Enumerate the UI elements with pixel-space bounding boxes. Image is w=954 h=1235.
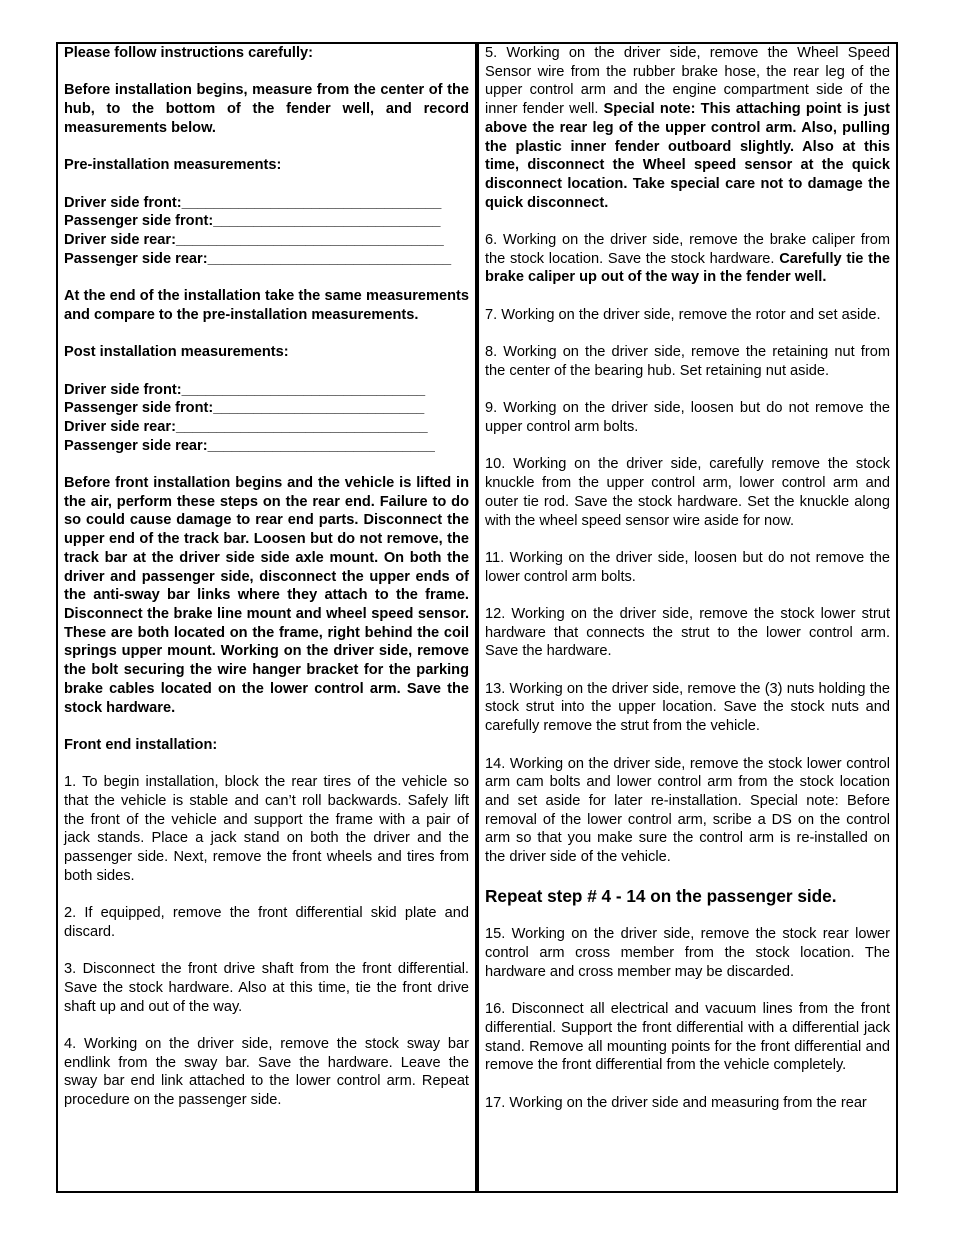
step-5 [485, 44, 890, 212]
left-column [64, 44, 469, 1129]
step-6-text: 6. Working on the driver side, remove the brake caliper from the stock location. Save the stock hardware. [485, 232, 890, 267]
rear-end-note: Before front installation begins and the vehicle is lifted in the air, perform these steps on the rear end. Failure to do so could cause damage to rear end parts. Disconnect the upper end of the track bar. Loosen but do not remove, the track bar at the driver side side axle mount. On both the driver and passenger side, disconnect the upper ends of the anti-sway bar links where they attach to the frame. Disconnect the brake line mount and wheel speed sensor. These are both located on the frame, right behind the coil springs upper mount. Working on the driver side, remove the bolt securing the wire hanger bracket for the parking brake cables located on the lower control arm. Save the stock hardware. [64, 475, 469, 716]
pre-driver-rear: Driver side rear:_________________________________ [64, 231, 444, 248]
step-5-text: 5. Working on the driver side, remove the Wheel Speed Sensor wire from the rubber brake hose, the rear leg of the upper control arm and the engine compartment side of the inner fender well. [485, 45, 890, 118]
before-install-note: Before installation begins, measure from the center of the hub, to the bottom of the fender well, and record measurements below. [64, 82, 469, 136]
step-7: 7. Working on the driver side, remove the rotor and set aside. [485, 306, 881, 323]
step-3: 3. Disconnect the front drive shaft from the front differential. Save the stock hardware. Also at this time, tie the front drive shaft up and out of the way. [64, 961, 469, 1015]
step-5-special-note: Special note: This attaching point is just above the rear leg of the upper control arm. Also, pulling the plastic inner fender outboard slightly. Also at this time, disconnect the Wheel speed sensor at the quick disconnect location. Take special care not to damage the quick disconnect. [485, 101, 890, 211]
pre-driver-front: Driver side front:________________________________ [64, 194, 442, 211]
pre-heading: Pre-installation measurements: [64, 157, 282, 174]
post-driver-rear: Driver side rear:_______________________________ [64, 418, 428, 435]
end-note: At the end of the installation take the same measurements and compare to the pre-installation measurements. [64, 288, 469, 323]
post-heading: Post installation measurements: [64, 344, 289, 361]
step-17: 17. Working on the driver side and measuring from the rear [485, 1094, 867, 1111]
front-heading: Front end installation: [64, 736, 218, 753]
step-8: 8. Working on the driver side, remove the retaining nut from the center of the bearing hub. Set retaining nut aside. [485, 344, 890, 379]
repeat-heading: Repeat step # 4 - 14 on the passenger side. [485, 886, 837, 907]
step-14: 14. Working on the driver side, remove the stock lower control arm cam bolts and lower control arm from the stock location and set aside for later re-installation. Special note: Before removal of the lower control arm, scribe a DS on the control arm so that you make sure the control arm is re-installed on the driver side of the vehicle. [485, 755, 890, 866]
step-11: 11. Working on the driver side, loosen but do not remove the lower control arm bolts. [485, 549, 890, 585]
step-16: 16. Disconnect all electrical and vacuum lines from the front differential. Support the front differential with a differential jack stand. Remove all mounting points for the front differential and remove the front differential from the vehicle completely. [485, 1001, 890, 1074]
post-passenger-front: Passenger side front:__________________________ [64, 400, 425, 417]
step-13: 13. Working on the driver side, remove the (3) nuts holding the stock strut into the upper location. Save the stock nuts and carefully remove the strut from the vehicle. [485, 680, 890, 735]
step-6-note: Carefully tie the brake caliper up out of the way in the fender well. [485, 250, 890, 286]
intro-heading: Please follow instructions carefully: [64, 45, 313, 61]
step-1: 1. To begin installation, block the rear tires of the vehicle so that the vehicle is stable and can’t roll backwards. Safely lift the front of the vehicle and support the frame with a pair of jack stands. Place a jack stand on both the driver and the passenger side. Next, remove the front wheels and tires from both sides. [64, 774, 469, 884]
pre-passenger-rear: Passenger side rear:______________________________ [64, 250, 452, 267]
step-10: 10. Working on the driver side, carefully remove the stock knuckle from the upper control arm, lower control arm and outer tie rod. Save the stock hardware. Set the knuckle along with the wheel speed sensor wire aside for now. [485, 456, 890, 529]
step-15: 15. Working on the driver side, remove the stock rear lower control arm cross member from the stock location. The hardware and cross member may be discarded. [485, 926, 890, 980]
post-passenger-rear: Passenger side rear:____________________________ [64, 437, 435, 454]
step-2: 2. If equipped, remove the front differential skid plate and discard. [64, 905, 469, 940]
pre-passenger-front: Passenger side front:____________________________ [64, 213, 441, 230]
step-9: 9. Working on the driver side, loosen but do not remove the upper control arm bolts. [485, 400, 890, 435]
column-divider [475, 42, 479, 1193]
step-12: 12. Working on the driver side, remove the stock lower strut hardware that connects the strut to the lower control arm. Save the hardware. [485, 605, 890, 660]
right-column [485, 44, 890, 1131]
step-6 [485, 231, 890, 287]
post-driver-front: Driver side front:______________________________ [64, 381, 426, 398]
step-4: 4. Working on the driver side, remove the stock sway bar endlink from the sway bar. Save the hardware. Leave the sway bar end link attached to the lower control arm. Repeat procedure on the passenger side. [64, 1036, 469, 1109]
